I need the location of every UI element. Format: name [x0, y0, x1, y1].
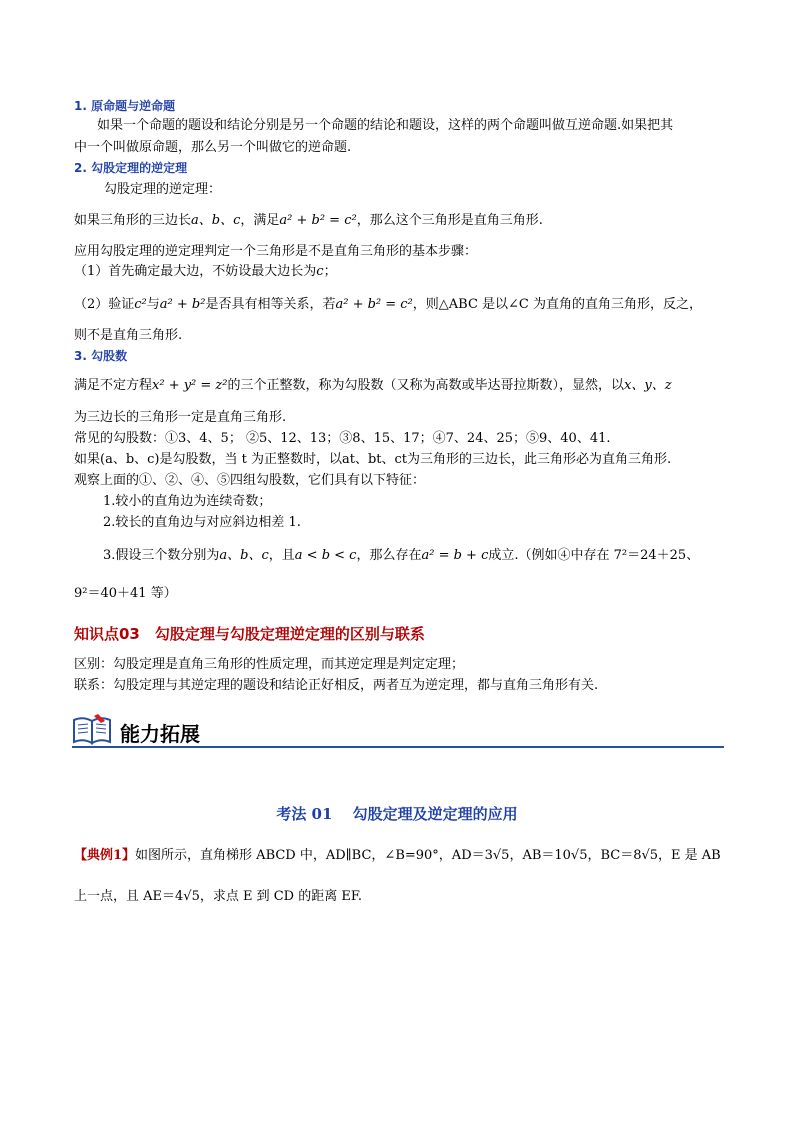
book-icon [72, 712, 112, 746]
section-heading-1: 1. 原命题与逆命题 [74, 99, 176, 113]
paragraph: 如果(a、b、c)是勾股数，当 t 为正整数时，以at、bt、ct为三角形的三边长，此三角形必为直角三角形. [74, 452, 672, 467]
paragraph: 观察上面的①、②、④、⑤四组勾股数，它们具有以下特征： [74, 473, 426, 488]
paragraph: 则不是直角三角形. [74, 328, 183, 343]
paragraph: 区别：勾股定理是直角三角形的性质定理，而其逆定理是判定定理； [74, 657, 465, 672]
paragraph: 为三边长的三角形一定是直角三角形. [74, 410, 287, 425]
paragraph: 满足不定方程x² + y² = z²的三个正整数，称为勾股数（又称为高数或毕达哥拉斯数），显然，以x、y、z [74, 378, 672, 393]
example-line-1: 【典例1】如图所示，直角梯形 ABCD 中，AD∥BC，∠B=90°，AD＝3√5，AB＝10√5，BC＝8√5，E 是 AB [74, 848, 721, 863]
paragraph: 如果一个命题的题设和结论分别是另一个命题的结论和题设，这样的两个命题叫做互逆命题.如果把其 [97, 118, 674, 133]
paragraph: 9²＝40＋41 等） [74, 586, 177, 601]
section-heading-2: 2. 勾股定理的逆定理 [74, 161, 188, 175]
section-heading-3: 3. 勾股数 [74, 349, 128, 363]
paragraph: 中一个叫做原命题，那么另一个叫做它的逆命题. [74, 140, 352, 155]
feature-1: 1.较小的直角边为连续奇数； [103, 494, 272, 509]
feature-2: 2.较长的直角边与对应斜边相差 1. [103, 515, 301, 530]
banner-rule [72, 746, 724, 748]
paragraph: 常见的勾股数：①3、4、5； ②5、12、13；③8、15、17；④7、24、25；⑤9、40、41. [74, 431, 611, 446]
paragraph: 应用勾股定理的逆定理判定一个三角形是不是直角三角形的基本步骤： [74, 244, 478, 259]
step-2: （2）验证c²与a² + b²是否具有相等关系，若a² + b² = c²，则△ABC 是以∠C 为直角的直角三角形，反之， [74, 297, 703, 312]
step-1: （1）首先确定最大边，不妨设最大边长为c； [74, 264, 337, 279]
theorem-statement: 如果三角形的三边长a、b、c，满足a² + b² = c²，那么这个三角形是直角三角形. [74, 213, 543, 228]
example-tag: 【典例1】 [74, 848, 136, 863]
example-line-2: 上一点，且 AE＝4√5，求点 E 到 CD 的距离 EF. [74, 889, 362, 904]
banner-title: 能力拓展 [120, 722, 200, 746]
method-title: 考法 01 勾股定理及逆定理的应用 [276, 805, 518, 823]
knowledge-point-heading: 知识点03 勾股定理与勾股定理逆定理的区别与联系 [74, 625, 425, 643]
paragraph: 勾股定理的逆定理： [104, 182, 222, 197]
paragraph: 联系：勾股定理与其逆定理的题设和结论正好相反，两者互为逆定理，都与直角三角形有关. [74, 678, 599, 693]
feature-3: 3.假设三个数分别为a、b、c，且a < b < c，那么存在a² = b + c成立.（例如④中存在 7²＝24＋25、 [103, 548, 700, 563]
